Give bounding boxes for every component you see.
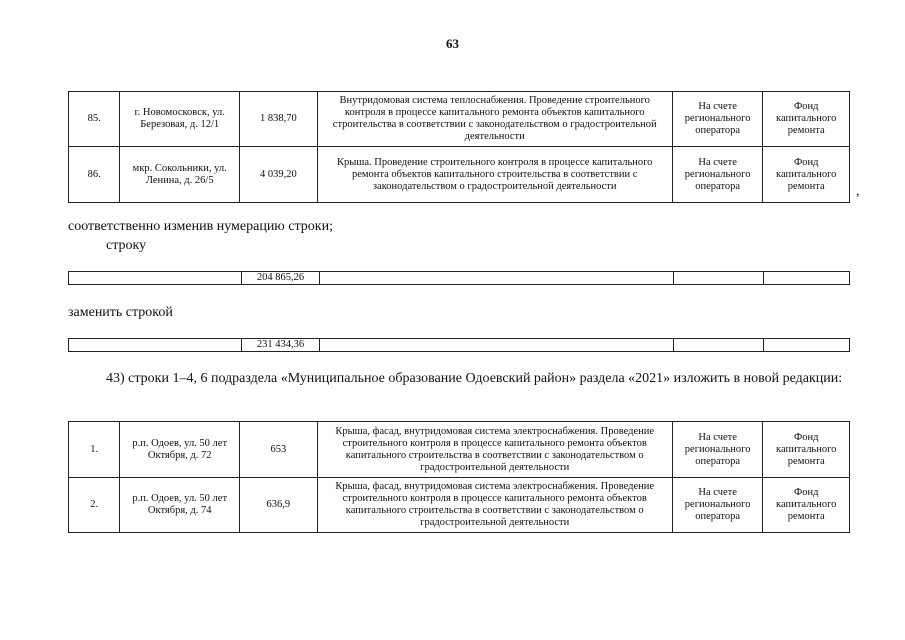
renumber-instruction: соответственно изменив нумерацию строки;: [68, 219, 333, 234]
row-number: 1.: [69, 422, 120, 478]
row-account-type: На счете регионального оператора: [672, 478, 763, 533]
item-43-instruction: 43) строки 1–4, 6 подраздела «Муниципальное образование Одоевский район» раздела «2021» изложить в новой редакции:: [106, 371, 843, 386]
line-label: строку: [106, 238, 147, 253]
page-number: 63: [446, 36, 459, 51]
row-address: р.п. Одоев, ул. 50 лет Октября, д. 72: [120, 422, 240, 478]
row-address: мкр. Сокольники, ул. Ленина, д. 26/5: [120, 147, 240, 203]
row-address: г. Новомосковск, ул. Березовая, д. 12/1: [120, 92, 240, 147]
row-number: 86.: [69, 147, 120, 203]
row-number: 85.: [69, 92, 120, 147]
amendment-table-2: [68, 421, 850, 533]
row-account-type: На счете регионального оператора: [672, 147, 763, 203]
amendment-table-1: [68, 91, 850, 203]
row-work-description: Крыша, фасад, внутридомовая система электроснабжения. Проведение строительного контроля в процессе капитального ремонта объектов капитального строительства в соответствии с законодательством о градостроительной деятельности: [317, 422, 672, 478]
row-work-description: Крыша, фасад, внутридомовая система электроснабжения. Проведение строительного контроля в процессе капитального ремонта объектов капитального строительства в соответствии с законодательством о градостроительной деятельности: [317, 478, 672, 533]
row-funding-source: Фонд капитального ремонта: [763, 478, 850, 533]
row-cost: 1 838,70: [240, 92, 317, 147]
table-row: [69, 339, 850, 352]
replace-instruction: заменить строкой: [68, 305, 173, 320]
new-total-table: [68, 338, 850, 352]
old-total-table: [68, 271, 850, 285]
row-cost: 4 039,20: [240, 147, 317, 203]
row-account-type: На счете регионального оператора: [672, 92, 763, 147]
table-row: [69, 422, 850, 478]
row-funding-source: Фонд капитального ремонта: [763, 147, 850, 203]
table-row: [69, 478, 850, 533]
table-row: [69, 92, 850, 147]
row-work-description: Внутридомовая система теплоснабжения. Проведение строительного контроля в процессе капитального ремонта объектов капитального строительства в соответствии с законодательством о градостроительной деятельности: [317, 92, 672, 147]
table-row: [69, 147, 850, 203]
row-number: 2.: [69, 478, 120, 533]
row-funding-source: Фонд капитального ремонта: [763, 92, 850, 147]
row-account-type: На счете регионального оператора: [672, 422, 763, 478]
row-cost: 653: [240, 422, 317, 478]
row-funding-source: Фонд капитального ремонта: [763, 422, 850, 478]
old-total-value: 204 865,26: [242, 272, 319, 285]
row-work-description: Крыша. Проведение строительного контроля в процессе капитального ремонта объектов капитального строительства в соответствии с законодательством о градостроительной деятельности: [317, 147, 672, 203]
row-cost: 636,9: [240, 478, 317, 533]
new-total-value: 231 434,36: [242, 339, 319, 352]
row-address: р.п. Одоев, ул. 50 лет Октября, д. 74: [120, 478, 240, 533]
table-trailing-comma: ,: [856, 184, 860, 199]
table-row: [69, 272, 850, 285]
